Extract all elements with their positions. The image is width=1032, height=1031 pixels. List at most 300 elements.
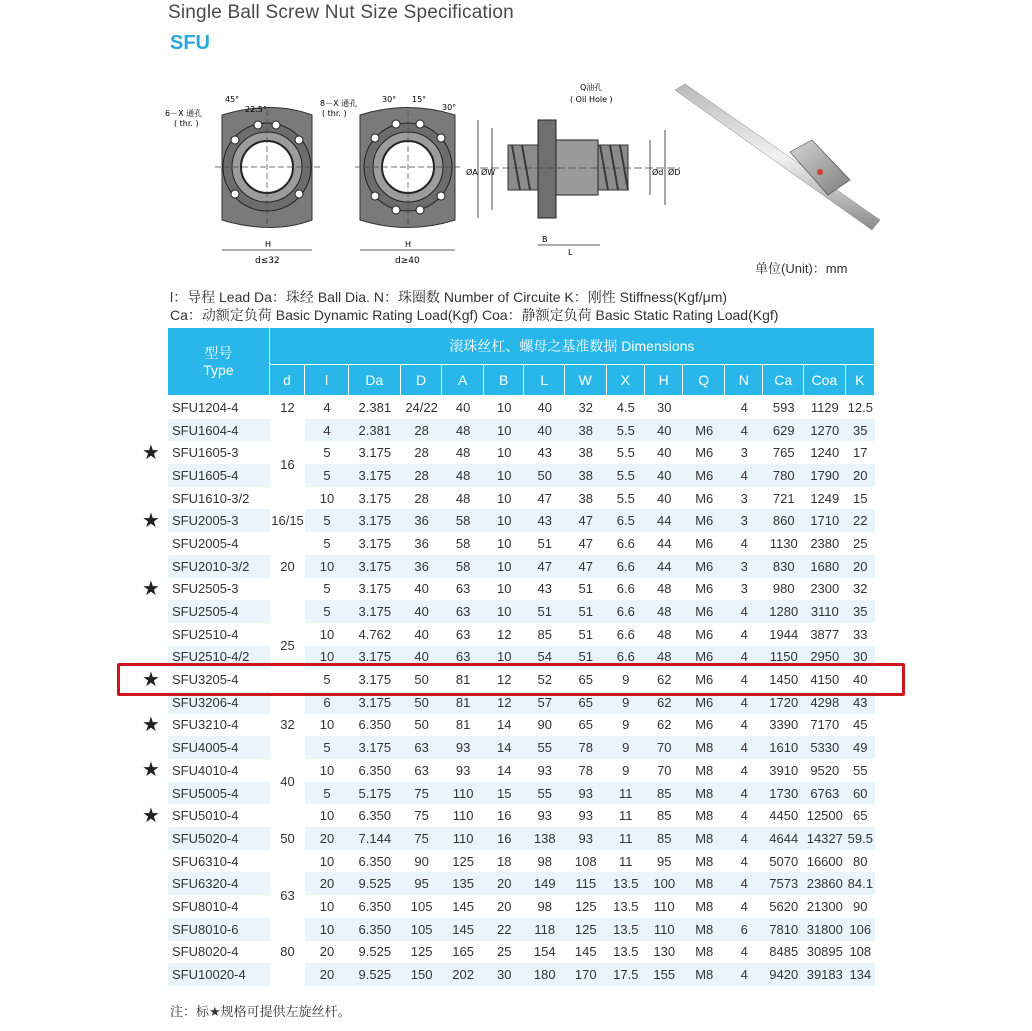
a-cell: 110 xyxy=(452,808,474,824)
n-cell: 4 xyxy=(725,646,763,669)
q-cell: M8 xyxy=(695,853,714,869)
k-cell: 15 xyxy=(853,490,868,506)
type-cell: SFU3206-4 xyxy=(168,691,270,714)
d-cell: 16/15 xyxy=(271,513,304,529)
a-cell: 81 xyxy=(442,691,484,714)
coa-cell: 4298 xyxy=(804,691,846,714)
coa-cell: 7170 xyxy=(810,717,840,733)
d-label-d40: d≥40 xyxy=(395,256,420,266)
column-header-b: B xyxy=(484,365,525,396)
b-cell: 14 xyxy=(496,762,512,778)
b-cell: 22 xyxy=(484,918,525,941)
x-cell: 9 xyxy=(607,691,645,714)
l-cell: 10 xyxy=(319,808,335,824)
ca-cell: 1944 xyxy=(769,626,799,642)
n-cell: 4 xyxy=(725,827,763,850)
coa-cell: 1710 xyxy=(804,509,846,532)
k-cell: 59.5 xyxy=(846,827,875,850)
l-cell: 47 xyxy=(524,555,565,578)
k-cell: 65 xyxy=(853,808,868,824)
x-cell: 17.5 xyxy=(607,963,645,986)
a-cell: 110 xyxy=(442,827,484,850)
q-cell: M6 xyxy=(695,490,714,506)
n-cell: 4 xyxy=(740,853,748,869)
table-row xyxy=(168,872,875,895)
da-cell: 3.175 xyxy=(349,555,401,578)
q-cell: M8 xyxy=(683,872,725,895)
n-cell: 3 xyxy=(740,581,748,597)
type-cell: SFU2010-3/2 xyxy=(168,555,270,578)
type-cell: SFU3205-4 xyxy=(172,672,239,688)
x-cell: 5.5 xyxy=(607,419,645,442)
da-cell: 2.381 xyxy=(349,419,401,442)
l-cell: 5 xyxy=(323,535,331,551)
unit-label: 单位(Unit)：mm xyxy=(755,261,848,276)
legend-line-1: l：导程 Lead Da：珠经 Ball Dia. N：珠圈数 Number of Circuite K：刚性 Stiffness(Kgf/μm) xyxy=(170,289,728,305)
q-cell: M6 xyxy=(683,555,725,578)
d-cell: 50 xyxy=(401,691,443,714)
l-cell: 93 xyxy=(537,762,552,778)
k-cell: 20 xyxy=(846,464,875,487)
l-dim-label: L xyxy=(568,248,573,257)
l-cell: 51 xyxy=(537,535,552,551)
ca-cell: 860 xyxy=(763,509,804,532)
k-cell: 35 xyxy=(846,600,875,623)
da-cell: 6.350 xyxy=(358,853,392,869)
a-cell: 40 xyxy=(455,399,471,415)
da-cell: 3.175 xyxy=(358,581,392,597)
column-header-row xyxy=(168,365,875,396)
oil-hole-en-label: ( Oil Hole ) xyxy=(570,95,613,104)
d-cell: 25 xyxy=(280,638,295,654)
h-cell: 85 xyxy=(657,808,672,824)
b-cell: 10 xyxy=(484,646,525,669)
type-cell: SFU2510-4/2 xyxy=(168,646,270,669)
table-row xyxy=(168,509,875,532)
d-cell: 40 xyxy=(401,646,443,669)
n-cell: 3 xyxy=(725,509,763,532)
n-cell: 6 xyxy=(725,918,763,941)
l-cell: 55 xyxy=(524,736,565,759)
da-cell: 9.525 xyxy=(349,963,401,986)
star-marker: ★ xyxy=(142,577,160,600)
l-cell: 55 xyxy=(524,782,565,805)
k-cell: 40 xyxy=(853,672,868,688)
coa-cell: 12500 xyxy=(806,808,843,824)
b-cell: 10 xyxy=(496,445,512,461)
star-marker: ★ xyxy=(142,804,160,827)
star-marker: ★ xyxy=(142,509,160,532)
type-cell: SFU8020-4 xyxy=(172,944,239,960)
b-cell: 15 xyxy=(484,782,525,805)
coa-cell: 6763 xyxy=(804,782,846,805)
n-cell: 4 xyxy=(740,717,748,733)
column-header-h: H xyxy=(645,365,683,396)
d-cell: 28 xyxy=(401,464,443,487)
coa-cell: 39183 xyxy=(804,963,846,986)
q-cell: M8 xyxy=(695,944,714,960)
n-cell: 4 xyxy=(725,782,763,805)
table-row xyxy=(168,396,875,419)
type-cell: SFU2505-4 xyxy=(168,600,270,623)
h-cell: 44 xyxy=(645,509,683,532)
star-marker: ★ xyxy=(142,759,160,782)
d-label-d32: d≤32 xyxy=(255,256,280,266)
column-header-ca: Ca xyxy=(763,365,804,396)
q-cell: M6 xyxy=(683,646,725,669)
star-marker: ★ xyxy=(142,441,160,464)
b-cell: 10 xyxy=(496,535,512,551)
b-cell: 12 xyxy=(496,672,512,688)
l-cell: 149 xyxy=(524,872,565,895)
da-cell: 3.175 xyxy=(349,464,401,487)
type-cell: SFU6320-4 xyxy=(168,872,270,895)
h-cell: 95 xyxy=(657,853,672,869)
q-cell: M6 xyxy=(683,464,725,487)
type-cell: SFU5005-4 xyxy=(168,782,270,805)
k-cell: 43 xyxy=(846,691,875,714)
type-cell: SFU5010-4 xyxy=(172,808,239,824)
w-cell: 51 xyxy=(565,600,607,623)
h-cell: 48 xyxy=(645,600,683,623)
k-cell: 55 xyxy=(853,762,868,778)
angle-30-label-b: 30° xyxy=(442,103,457,112)
dimensions-header: 滚珠丝杠、螺母之基准数据 Dimensions xyxy=(270,328,875,365)
b-cell: 20 xyxy=(496,898,512,914)
h-cell: 110 xyxy=(645,918,683,941)
coa-cell: 1790 xyxy=(804,464,846,487)
da-cell: 6.350 xyxy=(358,717,392,733)
k-cell: 49 xyxy=(846,736,875,759)
n-cell: 4 xyxy=(740,762,748,778)
column-header-n: N xyxy=(725,365,763,396)
b-cell: 10 xyxy=(484,419,525,442)
da-cell: 6.350 xyxy=(358,898,392,914)
w-cell: 115 xyxy=(565,872,607,895)
thr-label-d32: ( thr. ) xyxy=(174,119,199,128)
b-cell: 12 xyxy=(496,626,512,642)
d-cell: 125 xyxy=(410,944,433,960)
highlighted-row-box xyxy=(117,663,905,696)
l-cell: 98 xyxy=(537,853,552,869)
d-cell: 95 xyxy=(401,872,443,895)
coa-cell: 4150 xyxy=(810,672,840,688)
l-cell: 57 xyxy=(524,691,565,714)
a-cell: 63 xyxy=(455,626,471,642)
k-cell: 80 xyxy=(853,853,868,869)
q-cell: M6 xyxy=(695,626,714,642)
holes-label-d32: 6－X 通孔 xyxy=(165,109,203,118)
type-cell: SFU6310-4 xyxy=(172,853,239,869)
specification-table xyxy=(168,328,875,986)
l-cell: 20 xyxy=(305,872,349,895)
h-cell: 48 xyxy=(657,626,672,642)
w-cell: 47 xyxy=(565,509,607,532)
ca-cell: 1280 xyxy=(763,600,804,623)
b-cell: 10 xyxy=(496,490,512,506)
x-cell: 13.5 xyxy=(613,944,639,960)
a-cell: 93 xyxy=(455,762,471,778)
x-cell: 6.6 xyxy=(616,535,635,551)
ca-cell: 7573 xyxy=(763,872,804,895)
b-cell: 16 xyxy=(496,808,512,824)
coa-cell: 23860 xyxy=(804,872,846,895)
n-cell: 4 xyxy=(740,672,748,688)
ca-cell: 1130 xyxy=(769,535,798,551)
da-cell: 9.525 xyxy=(358,944,392,960)
a-cell: 135 xyxy=(442,872,484,895)
coa-cell: 1249 xyxy=(810,490,840,506)
d-cell: 50 xyxy=(414,717,429,733)
column-header-da: Da xyxy=(349,365,401,396)
flange-drawing-d32 xyxy=(165,95,320,266)
l-cell: 85 xyxy=(537,626,552,642)
da-cell: 7.144 xyxy=(349,827,401,850)
flange-drawing-d40 xyxy=(320,95,460,266)
type-cell: SFU2005-3 xyxy=(168,509,270,532)
k-cell: 108 xyxy=(849,944,872,960)
coa-cell: 9520 xyxy=(810,762,840,778)
column-header-q: Q xyxy=(683,365,725,396)
x-cell: 9 xyxy=(622,672,630,688)
da-cell: 6.350 xyxy=(349,918,401,941)
technical-drawings xyxy=(160,80,880,270)
b-cell: 10 xyxy=(496,399,512,415)
a-cell: 63 xyxy=(442,646,484,669)
side-view-drawing xyxy=(466,82,680,257)
x-cell: 13.5 xyxy=(607,872,645,895)
ca-cell: 4450 xyxy=(769,808,799,824)
l-cell: 10 xyxy=(319,626,335,642)
l-cell: 43 xyxy=(537,445,552,461)
h-cell: 40 xyxy=(657,490,672,506)
h-cell: 62 xyxy=(645,691,683,714)
model-title: SFU xyxy=(170,32,210,54)
w-cell: 170 xyxy=(565,963,607,986)
l-cell: 47 xyxy=(537,490,552,506)
footnote: 注：标★规格可提供左旋丝杆。 xyxy=(170,1004,351,1019)
coa-cell: 1240 xyxy=(810,445,840,461)
x-cell: 13.5 xyxy=(613,898,639,914)
b-cell: 20 xyxy=(484,872,525,895)
ca-cell: 721 xyxy=(772,490,795,506)
coa-cell: 5330 xyxy=(804,736,846,759)
column-header-k: K xyxy=(846,365,875,396)
h-cell: 48 xyxy=(657,581,672,597)
d-cell: 32 xyxy=(280,717,295,733)
coa-cell: 3110 xyxy=(804,600,846,623)
x-cell: 6.6 xyxy=(616,626,635,642)
w-cell: 78 xyxy=(565,736,607,759)
type-header-cn: 型号 xyxy=(204,344,233,361)
q-cell: M6 xyxy=(683,419,725,442)
x-cell: 6.6 xyxy=(607,646,645,669)
h-cell: 130 xyxy=(653,944,676,960)
b-cell: 10 xyxy=(484,509,525,532)
n-cell: 4 xyxy=(740,898,748,914)
type-cell: SFU4005-4 xyxy=(168,736,270,759)
l-cell: 5 xyxy=(323,445,331,461)
a-cell: 63 xyxy=(442,600,484,623)
q-cell: M6 xyxy=(683,600,725,623)
l-cell: 4 xyxy=(323,399,331,415)
da-cell: 9.525 xyxy=(349,872,401,895)
l-cell: 6 xyxy=(305,691,349,714)
coa-cell: 16600 xyxy=(806,853,843,869)
x-cell: 5.5 xyxy=(607,464,645,487)
b-cell: 14 xyxy=(496,717,512,733)
ca-cell: 765 xyxy=(772,445,795,461)
b-cell: 30 xyxy=(484,963,525,986)
d-cell: 63 xyxy=(401,736,443,759)
holes-label-d40: 8－X 通孔 xyxy=(320,99,358,108)
w-cell: 125 xyxy=(565,918,607,941)
h-cell: 62 xyxy=(657,717,672,733)
x-cell: 9 xyxy=(622,717,630,733)
l-cell: 43 xyxy=(537,581,552,597)
a-cell: 110 xyxy=(442,782,484,805)
h-cell: 155 xyxy=(645,963,683,986)
type-cell: SFU1610-3/2 xyxy=(172,490,250,506)
type-header-en: Type xyxy=(203,361,234,378)
type-header xyxy=(168,328,270,396)
a-cell: 48 xyxy=(455,445,471,461)
b-cell: 10 xyxy=(484,555,525,578)
ca-cell: 1610 xyxy=(763,736,804,759)
coa-cell: 1680 xyxy=(804,555,846,578)
l-cell: 54 xyxy=(524,646,565,669)
q-cell: M8 xyxy=(683,827,725,850)
d-cell: 40 xyxy=(414,581,429,597)
d-cell: 36 xyxy=(401,509,443,532)
ca-cell: 5620 xyxy=(769,898,799,914)
coa-cell: 2950 xyxy=(804,646,846,669)
q-cell: M6 xyxy=(683,509,725,532)
l-cell: 138 xyxy=(524,827,565,850)
type-cell: SFU1605-3 xyxy=(172,445,239,461)
ca-cell: 629 xyxy=(763,419,804,442)
da-cell: 3.175 xyxy=(349,736,401,759)
x-cell: 6.6 xyxy=(607,555,645,578)
page-title: Single Ball Screw Nut Size Specification xyxy=(168,2,514,23)
coa-cell: 2300 xyxy=(810,581,840,597)
type-cell: SFU5020-4 xyxy=(168,827,270,850)
h-label-d32: H xyxy=(265,240,272,249)
h-cell: 70 xyxy=(657,762,672,778)
w-cell: 65 xyxy=(578,717,594,733)
x-cell: 13.5 xyxy=(607,918,645,941)
d-cell: 40 xyxy=(280,774,295,790)
k-cell: 25 xyxy=(853,535,868,551)
angle-30-label-a: 30° xyxy=(382,95,397,104)
l-cell: 40 xyxy=(537,399,552,415)
d-cell: 20 xyxy=(280,558,295,574)
coa-cell: 2380 xyxy=(810,535,840,551)
b-cell: 12 xyxy=(484,691,525,714)
da-cell: 5.175 xyxy=(349,782,401,805)
da-cell: 6.350 xyxy=(358,808,392,824)
n-cell: 4 xyxy=(725,872,763,895)
b-cell: 10 xyxy=(496,581,512,597)
w-cell: 38 xyxy=(578,445,594,461)
l-cell: 50 xyxy=(524,464,565,487)
w-cell: 108 xyxy=(574,853,597,869)
ca-cell: 980 xyxy=(772,581,795,597)
w-cell: 32 xyxy=(578,399,594,415)
coa-cell: 31800 xyxy=(804,918,846,941)
q-cell: M8 xyxy=(695,898,714,914)
d-cell: 28 xyxy=(414,490,429,506)
n-cell: 4 xyxy=(740,535,748,551)
d-cell: 75 xyxy=(401,827,443,850)
da-cell: 3.175 xyxy=(349,691,401,714)
n-cell: 3 xyxy=(740,445,748,461)
da-cell: 2.381 xyxy=(358,399,392,415)
b-cell: 14 xyxy=(484,736,525,759)
n-cell: 3 xyxy=(725,555,763,578)
column-header-l: l xyxy=(305,365,349,396)
w-cell: 65 xyxy=(578,672,594,688)
a-cell: 81 xyxy=(455,672,471,688)
b-cell: 10 xyxy=(484,600,525,623)
a-cell: 81 xyxy=(455,717,471,733)
type-cell: SFU3210-4 xyxy=(172,717,239,733)
d-cell: 90 xyxy=(414,853,429,869)
k-cell: 22 xyxy=(846,509,875,532)
q-cell: M6 xyxy=(695,535,714,551)
h-cell: 100 xyxy=(645,872,683,895)
k-cell: 33 xyxy=(853,626,868,642)
l-cell: 98 xyxy=(537,898,552,914)
w-cell: 51 xyxy=(578,581,594,597)
ca-cell: 3390 xyxy=(769,717,799,733)
q-cell: M8 xyxy=(695,762,714,778)
column-header-w: W xyxy=(565,365,607,396)
da-cell: 3.175 xyxy=(349,646,401,669)
n-cell: 4 xyxy=(740,944,748,960)
q-cell: M6 xyxy=(695,445,714,461)
ca-cell: 1450 xyxy=(769,672,799,688)
k-cell: 134 xyxy=(846,963,875,986)
d-cell: 105 xyxy=(401,918,443,941)
d-cell: 75 xyxy=(414,808,429,824)
k-cell: 45 xyxy=(853,717,868,733)
l-cell: 10 xyxy=(305,555,349,578)
q-cell: M8 xyxy=(683,782,725,805)
a-cell: 145 xyxy=(442,918,484,941)
l-cell: 118 xyxy=(524,918,565,941)
x-cell: 6.6 xyxy=(607,600,645,623)
type-cell: SFU8010-4 xyxy=(172,898,239,914)
w-cell: 38 xyxy=(565,464,607,487)
l-cell: 20 xyxy=(305,827,349,850)
d-cell: 28 xyxy=(414,445,429,461)
q-cell: M8 xyxy=(695,808,714,824)
ca-cell: 1150 xyxy=(763,646,804,669)
coa-cell: 1270 xyxy=(804,419,846,442)
q-cell: M6 xyxy=(695,717,714,733)
l-cell: 93 xyxy=(537,808,552,824)
ca-cell: 9420 xyxy=(763,963,804,986)
x-cell: 11 xyxy=(619,853,633,869)
l-cell: 180 xyxy=(524,963,565,986)
ca-cell: 3910 xyxy=(769,762,799,778)
q-cell: M8 xyxy=(683,963,725,986)
q-cell: M6 xyxy=(695,581,714,597)
da-cell: 4.762 xyxy=(358,626,392,642)
n-cell: 4 xyxy=(725,691,763,714)
n-cell: 4 xyxy=(740,626,748,642)
